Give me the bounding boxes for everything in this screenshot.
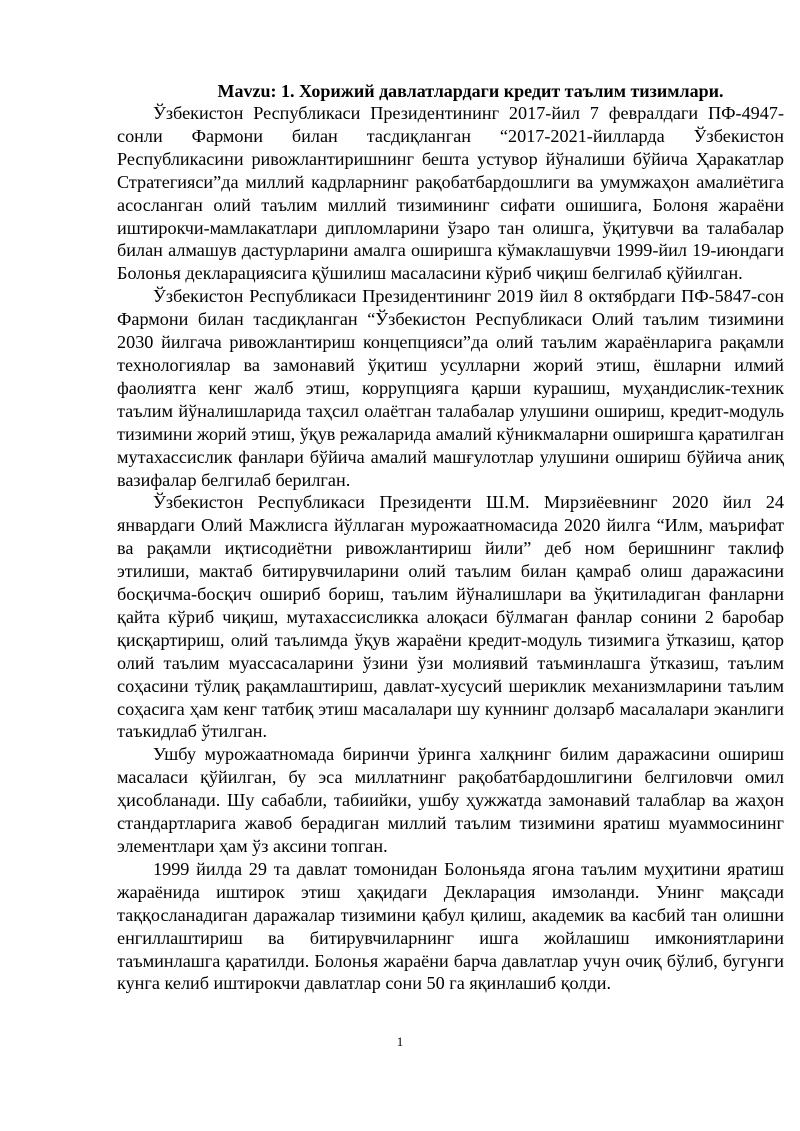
paragraph-2: Ўзбекистон Республикаси Президентининг 2019 йил 8 октябрдаги ПФ-5847-сон Фармони билан тасдиқланган “Ўзбекистон Республикаси Олий таълим тизимини 2030 йилгача ривожлантириш концепцияси”да олий таълим жараёнларига рақамли технологиялар ва замонавий ўқитиш усулларни жорий этиш, ёшларни илмий фаолиятга кенг жалб этиш, коррупцияга қарши курашиш, муҳандислик-техник таълим йўналишларида таҳсил олаётган талабалар улушини ошириш, кредит-модуль тизимини жорий этиш, ўқув режаларида амалий кўникмаларни оширишга қаратилган мутахассислик фанлари бўйича амалий машғулотлар улушини ошириш бўйича аниқ вазифалар белгилаб берилган. [117, 286, 784, 490]
paragraph-3: Ўзбекистон Республикаси Президенти Ш.М. Мирзиёевнинг 2020 йил 24 январдаги Олий Мажлисга йўллаган мурожаатномасида 2020 йилга “Илм, маърифат ва рақамли иқтисодиётни ривожлантириш йили” деб ном беришнинг таклиф этилиши, мактаб битирувчиларини олий таълим билан қамраб олиш даражасини босқичма-босқич ошириб бориш, таълим йўналишлари ва ўқитиладиган фанларни қайта кўриб чиқиш, мутахассисликка алоқаси бўлмаган фанлар сонини 2 баробар қисқартириш, олий таълимда ўқув жараёни кредит-модуль тизимига ўтказиш, қатор олий таълим муассасаларини ўзини ўзи молиявий таъминлашга ўтказиш, таълим соҳасини тўлиқ рақамлаштириш, давлат-хусусий шериклик механизмларини таълим соҳасига ҳам кенг татбиқ этиш масалалари шу куннинг долзарб масалалари эканлиги таъкидлаб ўтилган. [117, 492, 784, 742]
paragraph-5: 1999 йилда 29 та давлат томонидан Болоньяда ягона таълим муҳитини яратиш жараёнида иштирок этиш ҳақидаги Декларация имзоланди. Унинг мақсади таққосланадиган даражалар тизимини қабул қилиш, академик ва касбий тан олишни енгиллаштириш ва битирувчиларнинг ишга жойлашиш имкониятларини таъминлашга қаратилди. Болонья жараёни барча давлатлар учун очиқ бўлиб, бугунги кунга келиб иштирокчи давлатлар сони 50 га яқинлашиб қолди. [117, 858, 784, 994]
page-number: 1 [396, 1034, 404, 1049]
paragraph-1: Ўзбекистон Республикаси Президентининг 2017-йил 7 февралдаги ПФ-4947-сонли Фармони билан тасдиқланган “2017-2021-йилларда Ўзбекистон Республикасини ривожлантиришнинг бешта устувор йўналиши бўйича Ҳаракатлар Стратегияси”да миллий кадрларнинг рақобатбардошлиги ва умумжаҳон амалиётига асосланган олий таълим миллий тизимининг сифати ошишига, Болоня жараёни иштирокчи-мамлакатлари дипломларини ўзаро тан олишга, ўқитувчи ва талабалар билан алмашув дастурларини амалга оширишга кўмаклашувчи 1999-йил 19-июндаги Болонья декларациясига қўшилиш масаласини кўриб чиқиш белгилаб қўйилган. [117, 103, 784, 284]
document-body [117, 80, 784, 995]
paragraph-4: Ушбу мурожаатномада биринчи ўринга халқнинг билим даражасини ошириш масаласи қўйилган, бу эса миллатнинг рақобатбардошлигини белгиловчи омил ҳисобланади. Шу сабабли, табиийки, ушбу ҳужжатда замонавий талаблар ва жаҳон стандартларига жавоб берадиган миллий таълим тизимини яратиш муаммосининг элементлари ҳам ўз аксини топган. [117, 744, 784, 856]
document-title: Mavzu: 1. Хорижий давлатлардаги кредит таълим тизимлари. [217, 81, 724, 101]
